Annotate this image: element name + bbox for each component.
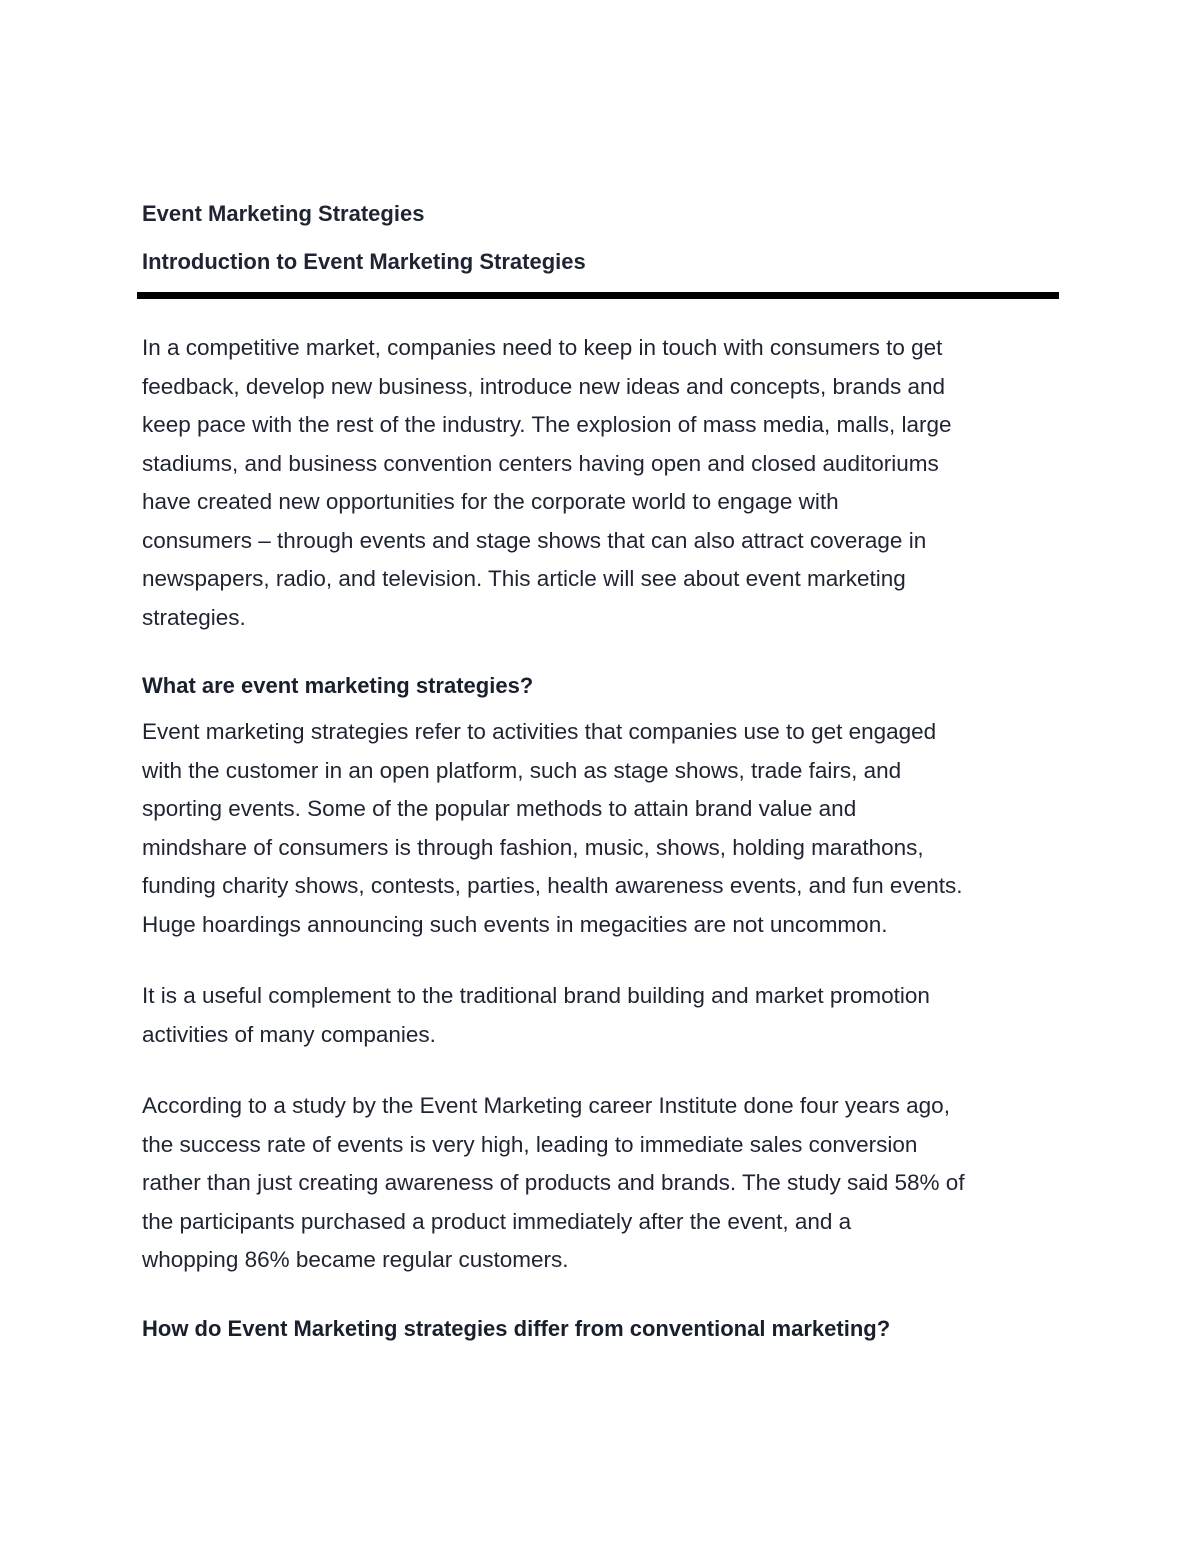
intro-paragraph (142, 329, 1064, 637)
text-line: with the customer in an open platform, such as stage shows, trade fairs, and (142, 757, 902, 783)
section-heading-what-are: What are event marketing strategies? (142, 673, 534, 698)
text-line: whopping 86% became regular customers. (142, 1247, 569, 1272)
document-content (142, 199, 1064, 1344)
text-line: the success rate of events is very high, leading to immediate sales conversion (142, 1131, 918, 1157)
text-line: mindshare of consumers is through fashion, music, shows, holding marathons, (142, 834, 924, 860)
text-line: activities of many companies. (142, 1021, 436, 1047)
text-line: Huge hoardings announcing such events in megacities are not uncommon. (142, 911, 888, 937)
heading-divider (137, 292, 1059, 299)
text-line: consumers – through events and stage shows that can also attract coverage in (142, 527, 927, 553)
text-line: stadiums, and business convention centers having open and closed auditoriums (142, 450, 939, 476)
text-line: funding charity shows, contests, parties, health awareness events, and fun events. (142, 873, 963, 898)
text-line: keep pace with the rest of the industry. The explosion of mass media, malls, large (142, 412, 952, 437)
text-line: rather than just creating awareness of products and brands. The study said 58% of (142, 1170, 965, 1195)
text-line: According to a study by the Event Marketing career Institute done four years ago, (142, 1093, 950, 1118)
text-line: Event marketing strategies refer to activities that companies use to get engaged (142, 719, 937, 744)
text-line: strategies. (142, 604, 246, 630)
complement-paragraph (142, 977, 1064, 1054)
document-subtitle: Introduction to Event Marketing Strategies (142, 249, 586, 274)
document-title: Event Marketing Strategies (142, 201, 425, 226)
text-line: newspapers, radio, and television. This article will see about event marketing (142, 566, 906, 591)
text-line: It is a useful complement to the traditional brand building and market promotion (142, 983, 930, 1008)
text-line: the participants purchased a product immediately after the event, and a (142, 1208, 852, 1234)
text-line: In a competitive market, companies need to keep in touch with consumers to get (142, 335, 943, 360)
definition-paragraph (142, 713, 1064, 944)
text-line: sporting events. Some of the popular methods to attain brand value and (142, 796, 857, 821)
study-paragraph (142, 1087, 1064, 1280)
section-heading-how-differ: How do Event Marketing strategies differ from conventional marketing? (142, 1315, 891, 1341)
text-line: have created new opportunities for the corporate world to engage with (142, 489, 839, 514)
text-line: feedback, develop new business, introduce new ideas and concepts, brands and (142, 373, 946, 399)
